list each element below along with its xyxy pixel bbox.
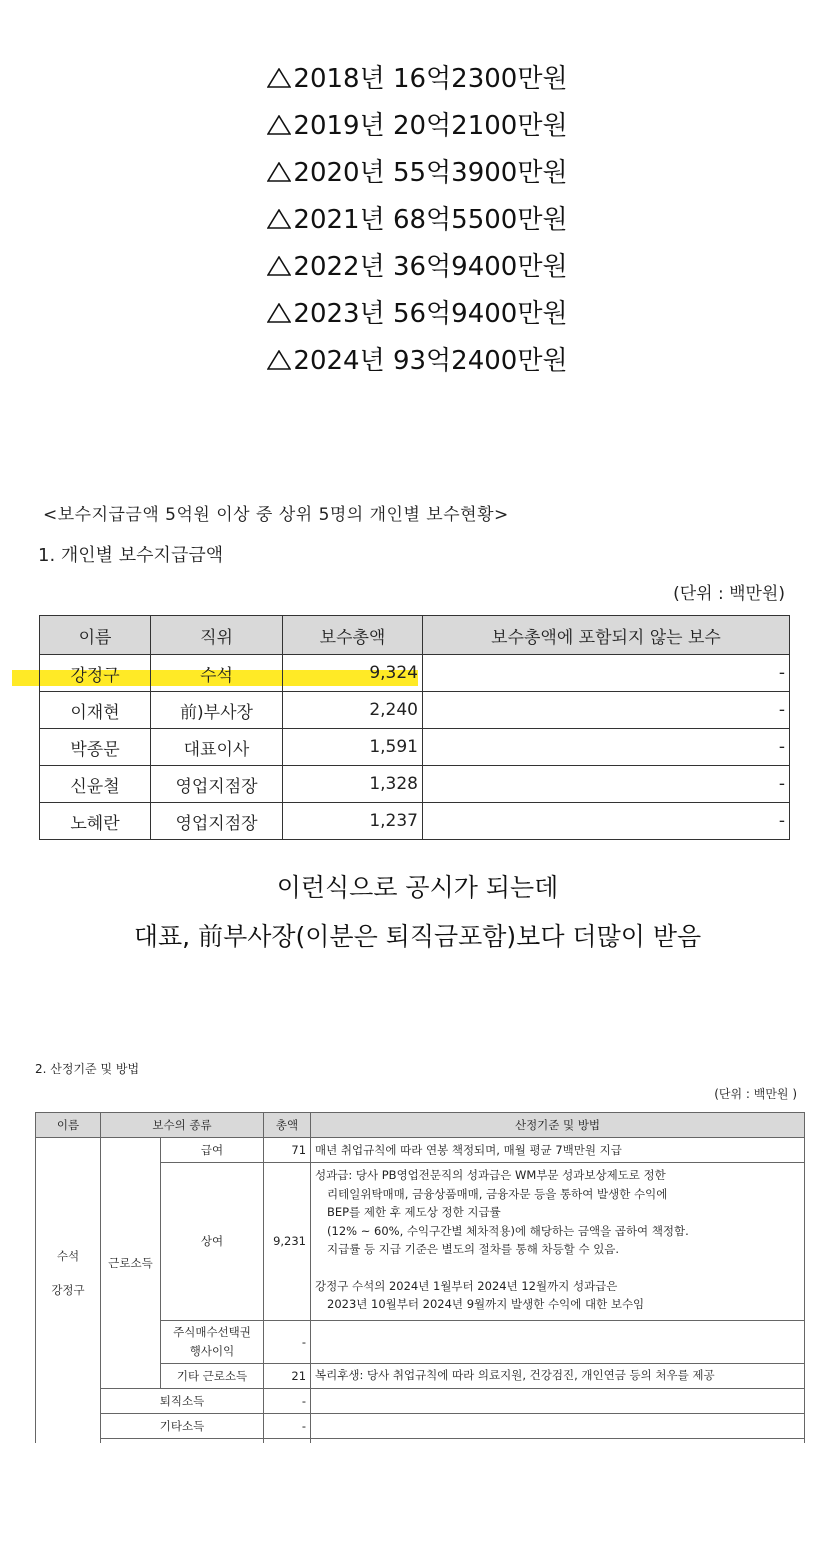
year-pay-text: 2019년 20억2100만원	[293, 111, 568, 141]
column-header: 이름	[40, 616, 151, 655]
basis-cell: 매년 취업규칙에 따라 연봉 책정되며, 매월 평균 7백만원 지급	[311, 1138, 805, 1163]
basis-cell	[311, 1413, 805, 1438]
amount-cell: 21	[264, 1363, 311, 1388]
triangle-icon	[267, 115, 291, 135]
year-pay-line	[0, 244, 835, 291]
excluded-pay-cell: -	[423, 803, 790, 840]
triangle-icon	[267, 68, 291, 88]
year-pay-text: 2023년 56억9400만원	[293, 299, 568, 329]
name-text: 강정구	[51, 1283, 85, 1297]
name-cell	[36, 1138, 101, 1443]
name-cell: 이재현	[40, 692, 151, 729]
column-header: 보수의 종류	[101, 1113, 264, 1138]
column-header: 이름	[36, 1113, 101, 1138]
year-pay-line	[0, 103, 835, 150]
table-row	[40, 803, 790, 840]
total-pay-cell: 1,328	[283, 766, 423, 803]
basis-line: (12% ~ 60%, 수익구간별 체차적용)에 해당하는 금액을 곱하여 책정함.	[327, 1223, 689, 1238]
position-cell: 前)부사장	[151, 692, 283, 729]
basis-cell	[311, 1320, 805, 1363]
table-cell	[101, 1438, 264, 1443]
table-row	[36, 1138, 805, 1163]
amount-cell: 9,231	[264, 1163, 311, 1321]
excluded-pay-cell: -	[423, 655, 790, 692]
position-cell: 대표이사	[151, 729, 283, 766]
amount-cell: -	[264, 1320, 311, 1363]
year-pay-text: 2018년 16억2300만원	[293, 64, 568, 94]
triangle-icon	[267, 256, 291, 276]
section-title: 2. 산정기준 및 방법	[35, 1062, 140, 1076]
total-pay-cell: 2,240	[283, 692, 423, 729]
position-text: 수석	[56, 1249, 80, 1263]
name-cell: 강정구	[40, 655, 151, 692]
table-cell	[264, 1438, 311, 1443]
table-row	[36, 1438, 805, 1443]
pay-type-line: 주식매수선택권	[173, 1324, 251, 1339]
amount-cell: 71	[264, 1138, 311, 1163]
pay-type-line: 행사이익	[189, 1343, 235, 1358]
basis-cell: 복리후생: 당사 취업규칙에 따라 의료지원, 건강검진, 개인연금 등의 처우를 제공	[311, 1363, 805, 1388]
comment-line-1: 이런식으로 공시가 되는데	[276, 873, 559, 902]
year-pay-text: 2021년 68억5500만원	[293, 205, 568, 235]
table-row	[40, 766, 790, 803]
pay-summary-table	[39, 615, 790, 840]
basis-cell	[311, 1163, 805, 1321]
excluded-pay-cell: -	[423, 766, 790, 803]
year-pay-line	[0, 338, 835, 385]
basis-line: BEP를 제한 후 제도상 정한 지급률	[327, 1205, 501, 1219]
basis-line: 성과급: 당사 PB영업전문직의 성과급은 WM부문 성과보상제도로 정한	[315, 1168, 666, 1182]
pay-basis-table	[35, 1112, 805, 1443]
pay-type-cell: 기타 근로소득	[161, 1363, 264, 1388]
table-row	[36, 1413, 805, 1438]
position-cell: 영업지점장	[151, 766, 283, 803]
comment-line-2: 대표, 前부사장(이분은 퇴직금포함)보다 더많이 받음	[133, 922, 702, 951]
table-row	[40, 655, 790, 692]
yearly-pay-list	[0, 56, 835, 385]
year-pay-line	[0, 150, 835, 197]
total-pay-cell: 1,591	[283, 729, 423, 766]
pay-type-cell: 퇴직소득	[101, 1388, 264, 1413]
section-title: 1. 개인별 보수지급금액	[38, 545, 224, 566]
basis-line: 2023년 10월부터 2024년 9월까지 발생한 수익에 대한 보수임	[327, 1297, 645, 1311]
pay-type-cell: 상여	[161, 1163, 264, 1321]
basis-line: 강정구 수석의 2024년 1월부터 2024년 12월까지 성과급은	[315, 1278, 618, 1293]
basis-cell	[311, 1388, 805, 1413]
total-pay-cell: 1,237	[283, 803, 423, 840]
pay-type-cell	[161, 1320, 264, 1363]
triangle-icon	[267, 209, 291, 229]
triangle-icon	[267, 162, 291, 182]
year-pay-line	[0, 56, 835, 103]
basis-line	[315, 1259, 800, 1277]
table-row	[40, 692, 790, 729]
name-cell: 신윤철	[40, 766, 151, 803]
column-header: 산정기준 및 방법	[311, 1113, 805, 1138]
amount-cell: -	[264, 1413, 311, 1438]
table-row	[40, 729, 790, 766]
year-pay-text: 2024년 93억2400만원	[293, 346, 568, 376]
pay-type-cell: 급여	[161, 1138, 264, 1163]
table-header-row	[40, 616, 790, 655]
year-pay-text: 2022년 36억9400만원	[293, 252, 568, 282]
table-cell	[311, 1438, 805, 1443]
pay-type-cell: 기타소득	[101, 1413, 264, 1438]
position-cell: 수석	[151, 655, 283, 692]
column-header: 보수총액	[283, 616, 423, 655]
basis-line: 지급률 등 지급 기준은 별도의 절차를 통해 차등할 수 있음.	[327, 1242, 620, 1256]
excluded-pay-cell: -	[423, 729, 790, 766]
unit-label: (단위 : 백만원)	[673, 584, 785, 604]
table-caption: <보수지급금액 5억원 이상 중 상위 5명의 개인별 보수현황>	[43, 505, 509, 525]
category-cell: 근로소득	[101, 1138, 161, 1389]
table-header-row	[36, 1113, 805, 1138]
name-cell: 박종문	[40, 729, 151, 766]
basis-line: 리테일위탁매매, 금융상품매매, 금융자문 등을 통하여 발생한 수익에	[327, 1186, 668, 1201]
column-header: 총액	[264, 1113, 311, 1138]
year-pay-line	[0, 291, 835, 338]
column-header: 보수총액에 포함되지 않는 보수	[423, 616, 790, 655]
triangle-icon	[267, 303, 291, 323]
column-header: 직위	[151, 616, 283, 655]
position-cell: 영업지점장	[151, 803, 283, 840]
total-pay-cell: 9,324	[283, 655, 423, 692]
amount-cell: -	[264, 1388, 311, 1413]
table-row	[36, 1388, 805, 1413]
triangle-icon	[267, 350, 291, 370]
year-pay-text: 2020년 55억3900만원	[293, 158, 568, 188]
unit-label: (단위 : 백만원 )	[714, 1087, 797, 1101]
name-cell: 노혜란	[40, 803, 151, 840]
excluded-pay-cell: -	[423, 692, 790, 729]
year-pay-line	[0, 197, 835, 244]
